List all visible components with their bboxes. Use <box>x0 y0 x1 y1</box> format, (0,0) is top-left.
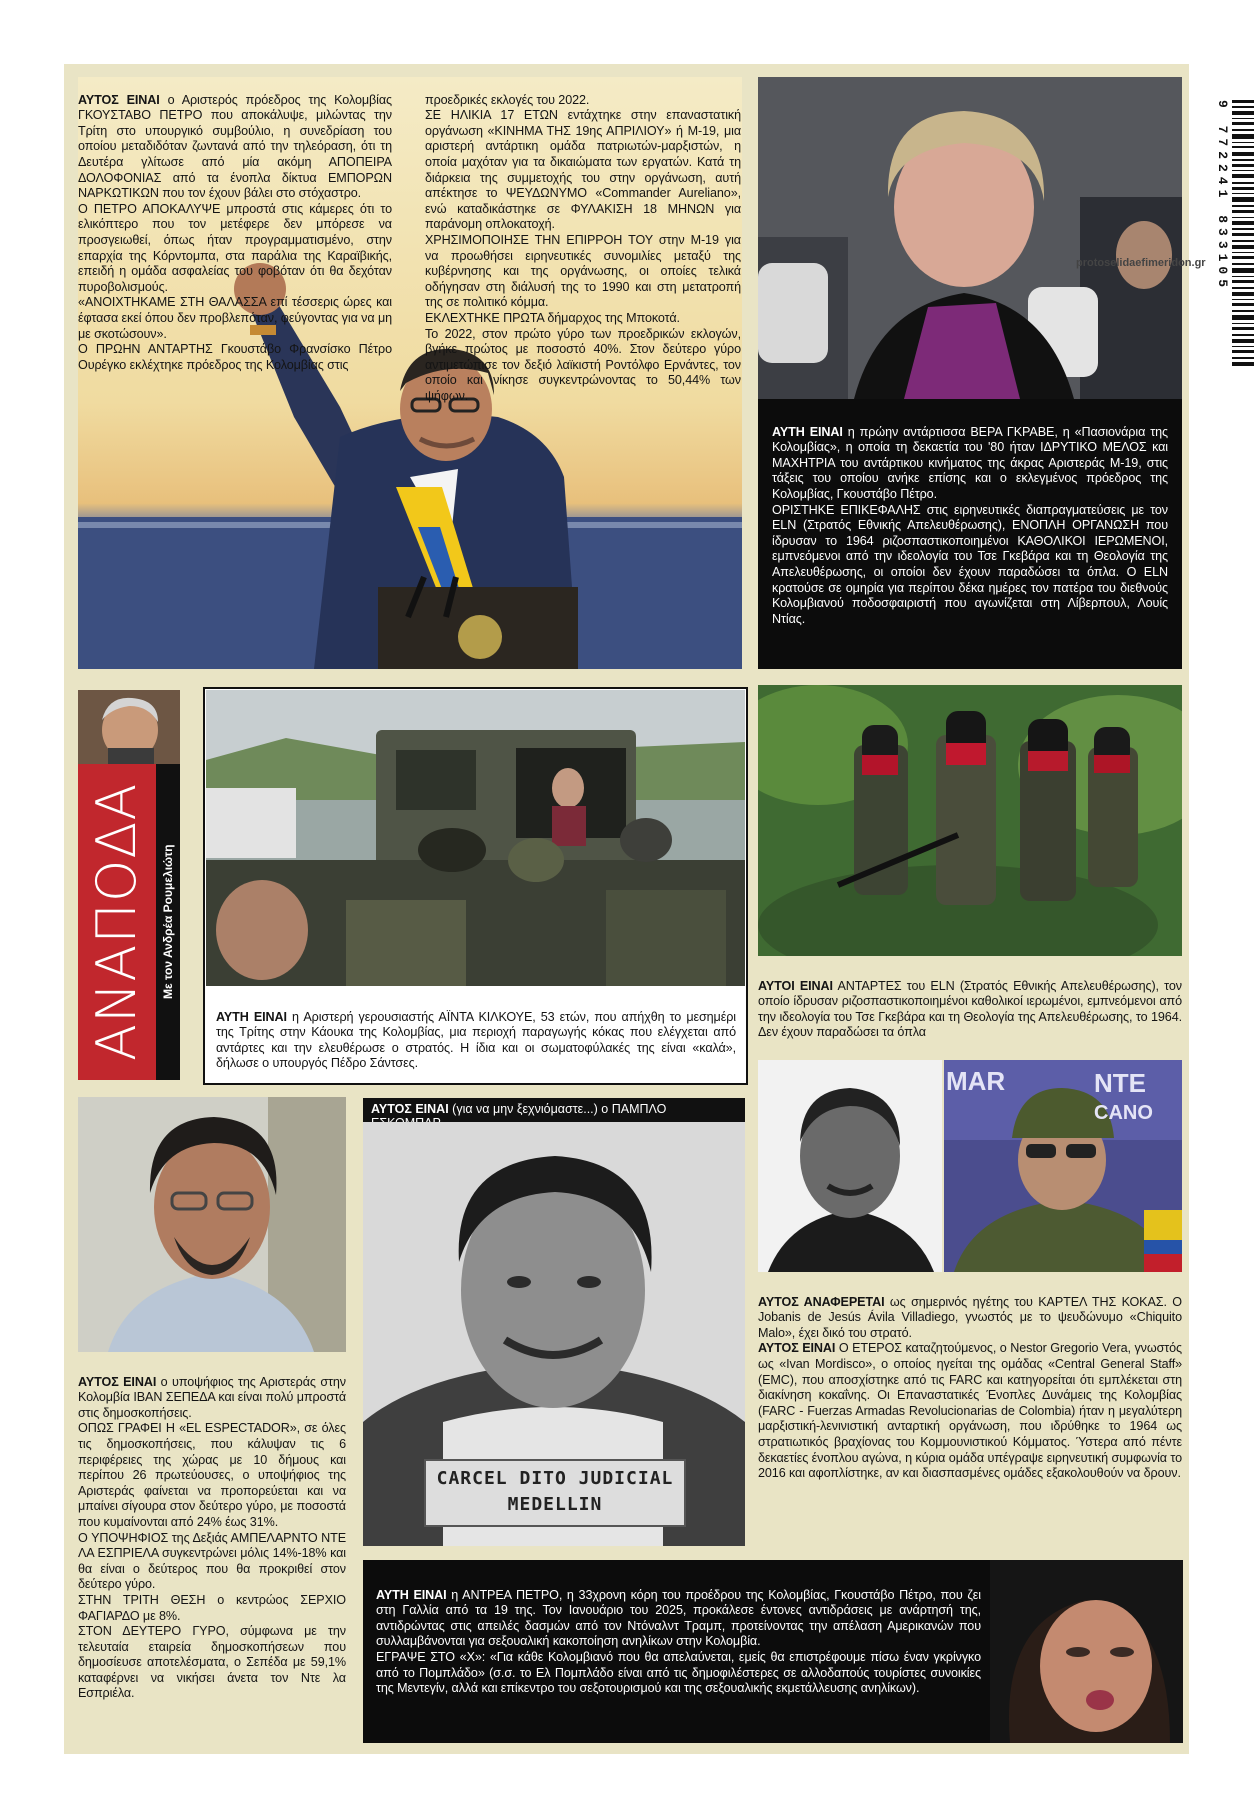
vera-grabe-photo <box>758 77 1182 399</box>
cepeda-photo <box>78 1097 346 1352</box>
vera-grabe-caption: ΑΥΤΗ ΕΙΝΑΙ η πρώην αντάρτισσα ΒΕΡΑ ΓΚΡΑΒΕ, η «Πασιονάρια της Κολομβίας», η οποία τη δεκαετία του '80 ήταν ΙΔΡΥΤΙΚΟ ΜΕΛΟΣ και ΜΑΧΗΤΡΙΑ του αντάρτικου κινήματος της άκρας Αριστεράς Μ-19, στις τάξεις του οποίου ανήκε επίσης και ο εκλεγμένος πρόεδρος της Κολομβίας, Γκουστάβο Πέτρο. ΟΡΙΣΤΗΚΕ ΕΠΙΚΕΦΑΛΗΣ στις ειρηνευτικές διαπραγματεύσεις με τον ELN (Στρατός Εθνικής Απελευθέρωσης), ΕΝΟΠΛΗ ΟΡΓΑΝΩΣΗ που ίδρυσαν το 1964 ριζοσπαστικοποιημένοι ΚΑΘΟΛΙΚΟΙ ΙΕΡΩΜΕΝΟΙ, εμπνεόμενοι από την ιδεολογία του Τσε Γκεβάρα και τη Θεολογία της Απελευθέρωσης, οι οποίοι δεν έχουν παραδώσει τα όπλα. Ο ELN κρατούσε σε ομηρία για περίπου δέκα ημέρες τον πατέρα του διεθνούς Κολομβιανού ποδοσφαιριστή που αγωνίζεται στη Λίβερπουλ, Λουίς Ντίας. <box>758 399 1182 669</box>
placard-line-2: MEDELLIN <box>507 1494 603 1515</box>
ivan-mordisco-photo <box>944 1060 1182 1272</box>
escobar-photo <box>363 1122 745 1546</box>
banner-text-1: MAR <box>946 1066 1006 1096</box>
andrea-petro-photo <box>990 1560 1183 1743</box>
andrea-petro-caption: ΑΥΤΗ ΕΙΝΑΙ η ΑΝΤΡΕΑ ΠΕΤΡΟ, η 33χρονη κόρη του προέδρου της Κολομβίας, Γκουστάβο Πέτρο, που ζει στη Γαλλία από τα 19 της. Τον Ιανουάριο του 2025, προκάλεσε έντονες αντιδράσεις με ανάρτησή της, αντιδρώντας στις απειλές δασμών από τον Ντόναλντ Τραμπ, προτείνοντας την απέλαση Αμερικανών που συλλαμβάνονται για σεξουαλική κακοποίηση ανηλίκων στην Κολομβία. ΕΓΡΑΨΕ ΣΤΟ «Χ»: «Για κάθε Κολομβιανό που θα απελαύνεται, εμείς θα επιστρέφουμε πίσω έναν γκρίνγκο από το Πομπλάδο» (σ.σ. το Ελ Πομπλάδο είναι από τις δημοφιλέστερες σε αλλοδαπούς τουρίστες συνοικίες της Μεντεγίν, αλλά και επίκεντρο του σεξοτουρισμού και της σεξουαλικής εκμετάλλευσης ανηλίκων). <box>376 1587 981 1696</box>
cartel-article: ΑΥΤΟΣ ΑΝΑΦΕΡΕΤΑΙ ως σημερινός ηγέτης του ΚΑΡΤΕΛ ΤΗΣ ΚΟΚΑΣ. Ο Jobanis de Jesús Ávila Villadiego, γνωστός με το ψευδώνυμο «Chiquito Malo», έχει δικό του στρατό. ΑΥΤΟΣ ΕΙΝΑΙ Ο ΕΤΕΡΟΣ καταζητούμενος, ο Nestor Gregorio Vera, γνωστός ως «Ivan Mordisco», ο οποίος ηγείται της ομάδας «Central General Staff» (EMC), που αποσχίστηκε από τις FARC και κατηγορείται ότι εμπλέκεται στη διακίνηση κοκαΐνης. Οι Επαναστατικές Ένοπλες Δυνάμεις της Κολομβίας (FARC - Fuerzas Armadas Revolucionarias de Colombia) ήταν η μεγαλύτερη μαρξιστική-λενινιστική ανταρτική οργάνωση, που ιδρύθηκε το 1964 ως στρατιωτικός βραχίονας του Κομμουνιστικού Κόμματος. Ύστερα από πέντε δεκαετίες ένοπλου αγώνα, η κύρια ομάδα υπέγραψε ειρηνευτική συμφωνία το 2016 και αφοπλίστηκε, αν και διασπασμένες ομάδες εξακολουθούν να δρουν. <box>758 1294 1182 1481</box>
placard-line-1: CARCEL DITO JUDICIAL <box>436 1468 674 1489</box>
barcode <box>1232 100 1254 368</box>
banner-text-2: NTE <box>1094 1068 1146 1098</box>
eln-guerrillas-photo <box>758 685 1182 956</box>
escobar-caption: ΑΥΤΟΣ ΕΙΝΑΙ (για να μην ξεχνιόμαστε...) ο ΠΑΜΠΛΟ <box>363 1098 745 1122</box>
banner-text-3: CANO <box>1094 1102 1153 1124</box>
chiquito-malo-photo <box>758 1060 942 1272</box>
cepeda-article: ΑΥΤΟΣ ΕΙΝΑΙ ο υποψήφιος της Αριστεράς στην Κολομβία ΙΒΑΝ ΣΕΠΕΔΑ και είναι πολύ μπροστά στις δημοσκοπήσεις. ΟΠΩΣ ΓΡΑΦΕΙ Η «EL ESPECTADOR», σε όλες τις δημοσκοπήσεις, που κάλυψαν τις 6 περιφέρειες της χώρας με 10 δήμους και περίπου 26 πρωτεύουσες, ο υποψήφιος της Αριστεράς φαίνεται να προπορεύεται και να μπαίνει σίγουρα στον δεύτερο γύρο, με ποσοστά που κυμαίνονται από 24% έως 31%. Ο ΥΠΟΨΗΦΙΟΣ της Δεξιάς ΑΜΠΕΛΑΡΝΤΟ ΝΤΕ ΛΑ ΕΣΠΡΙΕΛΑ συγκεντρώνει μόλις 14%-18% και θα είναι ο δεύτερος που θα προκριθεί στον δεύτερο γύρο. ΣΤΗΝ ΤΡΙΤΗ ΘΕΣΗ ο κεντρώος ΣΕΡΧΙΟ ΦΑΓΙΑΡΔΟ με 8%. ΣΤΟΝ ΔΕΥΤΕΡΟ ΓΥΡΟ, σύμφωνα με την τελευταία εταιρεία δημοσκοπήσεων που δημοσίευσε αποτελέσματα, ο Σεπέδα με 59,1% καταφέρνει να νικήσει άνετα τον Ντε λα Εσπριέλα. <box>78 1374 346 1701</box>
column-title: ΑΝΑΠΟΔΑ <box>85 782 148 1062</box>
kilkoye-caption: ΑΥΤΗ ΕΙΝΑΙ η Αριστερή γερουσιαστής ΑΪΝΤΑ ΚΙΛΚΟΥΕ, 53 ετών, που απήχθη το μεσημέρι της Τρίτης στην Κάουκα της Κολομβίας, μια περιοχή παραγωγής κόκας που ελέγχεται από αντάρτες και την ελευθέρωσε ο στρατός. Η ίδια και οι σωματοφύλακές της είναι «καλά», δήλωσε ο υπουργός Πέδρο Σάντσες. <box>216 1009 736 1071</box>
columnist-photo <box>78 690 180 764</box>
column-byline: Με τον Ανδρέα Ρουμελιώτη <box>156 764 180 1080</box>
petro-article-col2: προεδρικές εκλογές του 2022. ΣΕ ΗΛΙΚΙΑ 17 ΕΤΩΝ εντάχτηκε στην επαναστατική οργάνωση «ΚΙΝΗΜΑ ΤΗΣ 19ης ΑΠΡΙΛΙΟΥ» ή Μ-19, μια αριστερή αντάρτικη ομάδα πατριωτών-μαρξιστών, η οποία μαχόταν για τα δικαιώματα των εργατών. Κατά τη διάρκεια της συμμετοχής του στην οργάνωση, αυτή απέκτησε το ΨΕΥΔΩΝΥΜΟ «Commander Aureliano», ενώ καταδικάστηκε σε ΦΥΛΑΚΙΣΗ 18 ΜΗΝΩΝ για παράνομη οπλοκατοχή. ΧΡΗΣΙΜΟΠΟΙΗΣΕ ΤΗΝ ΕΠΙΡΡΟΗ ΤΟΥ στην Μ-19 για να προωθήσει ειρηνευτικές συνομιλίες μεταξύ της κυβέρνησης και της οργάνωσης, οι οποίες τελικά οδήγησαν στη διάλυσή της το 1990 και στη μετατροπή της σε πολιτικό κόμμα. ΕΚΛΕΧΤΗΚΕ ΠΡΩΤΑ δήμαρχος της Μποκοτά. Το 2022, στον πρώτο γύρο των προεδρικών εκλογών, βγήκε πρώτος με ποσοστό 40%. Στον δεύτερο γύρο αντιμετώπισε τον δεξιό λαϊκιστή Ροντόλφο Ερνάντες, τον οποίο και νίκησε συγκεντρώνοντας το 50,44% των ψήφων. <box>425 92 741 403</box>
escobar-placard <box>425 1466 685 1518</box>
watermark: protoselidaefimeridon.gr <box>1076 257 1206 269</box>
kilkoye-photo <box>206 690 745 986</box>
barcode-digits: 9 772241 833105 <box>1215 100 1230 293</box>
eln-caption: ΑΥΤΟΙ ΕΙΝΑΙ ΑΝΤΑΡΤΕΣ του ELN (Στρατός Εθνικής Απελευθέρωσης), τον οποίο ίδρυσαν ριζοσπαστικοποιημένοι καθολικοί ιερωμένοι, εμπνεόμενοι από την ιδεολογία του Τσε Γκεβάρα και τη Θεολογία της Απελευθέρωσης, το 1964. Δεν έχουν παραδώσει τα όπλα <box>758 978 1182 1040</box>
petro-article-col1: ΑΥΤΟΣ ΕΙΝΑΙ ο Αριστερός πρόεδρος της Κολομβίας ΓΚΟΥΣΤΑΒΟ ΠΕΤΡΟ που αποκάλυψε, μιλώντας την Τρίτη στο υπουργικό συμβούλιο, η συνεδρίαση του οποίου μεταδιδόταν ζωντανά από την τηλεόραση, ότι τη Δευτέρα γλίτωσε από μία ακόμη ΑΠΟΠΕΙΡΑ ΔΟΛΟΦΟΝΙΑΣ από τα ένοπλα δίκτυα ΕΜΠΟΡΩΝ ΝΑΡΚΩΤΙΚΩΝ που τον έχουν βάλει στο στόχαστρο. Ο ΠΕΤΡΟ ΑΠΟΚΑΛΥΨΕ μπροστά στις κάμερες ότι το ελικόπτερο που τον μετέφερε δεν μπόρεσε να προσγειωθεί, όπως ήταν προγραμματισμένο, στην επαρχία της Κόρντομπα, στα παράλια της Καραϊβικής, επειδή η ομάδα ασφαλείας του φοβόταν ότι θα δεχόταν πυροβολισμούς. «ΑΝΟΙΧΤΗΚΑΜΕ ΣΤΗ ΘΑΛΑΣΣΑ επί τέσσερις ώρες και έφτασα εκεί όπου δεν προβλεπόταν, φεύγοντας για να μη με σκοτώσουν». Ο ΠΡΩΗΝ ΑΝΤΑΡΤΗΣ Γκουστάβο Φρανσίσκο Πέτρο Ουρέγκο εκλέχτηκε πρόεδρος της Κολομβίας στις <box>78 92 392 372</box>
column-banner <box>78 764 180 1080</box>
